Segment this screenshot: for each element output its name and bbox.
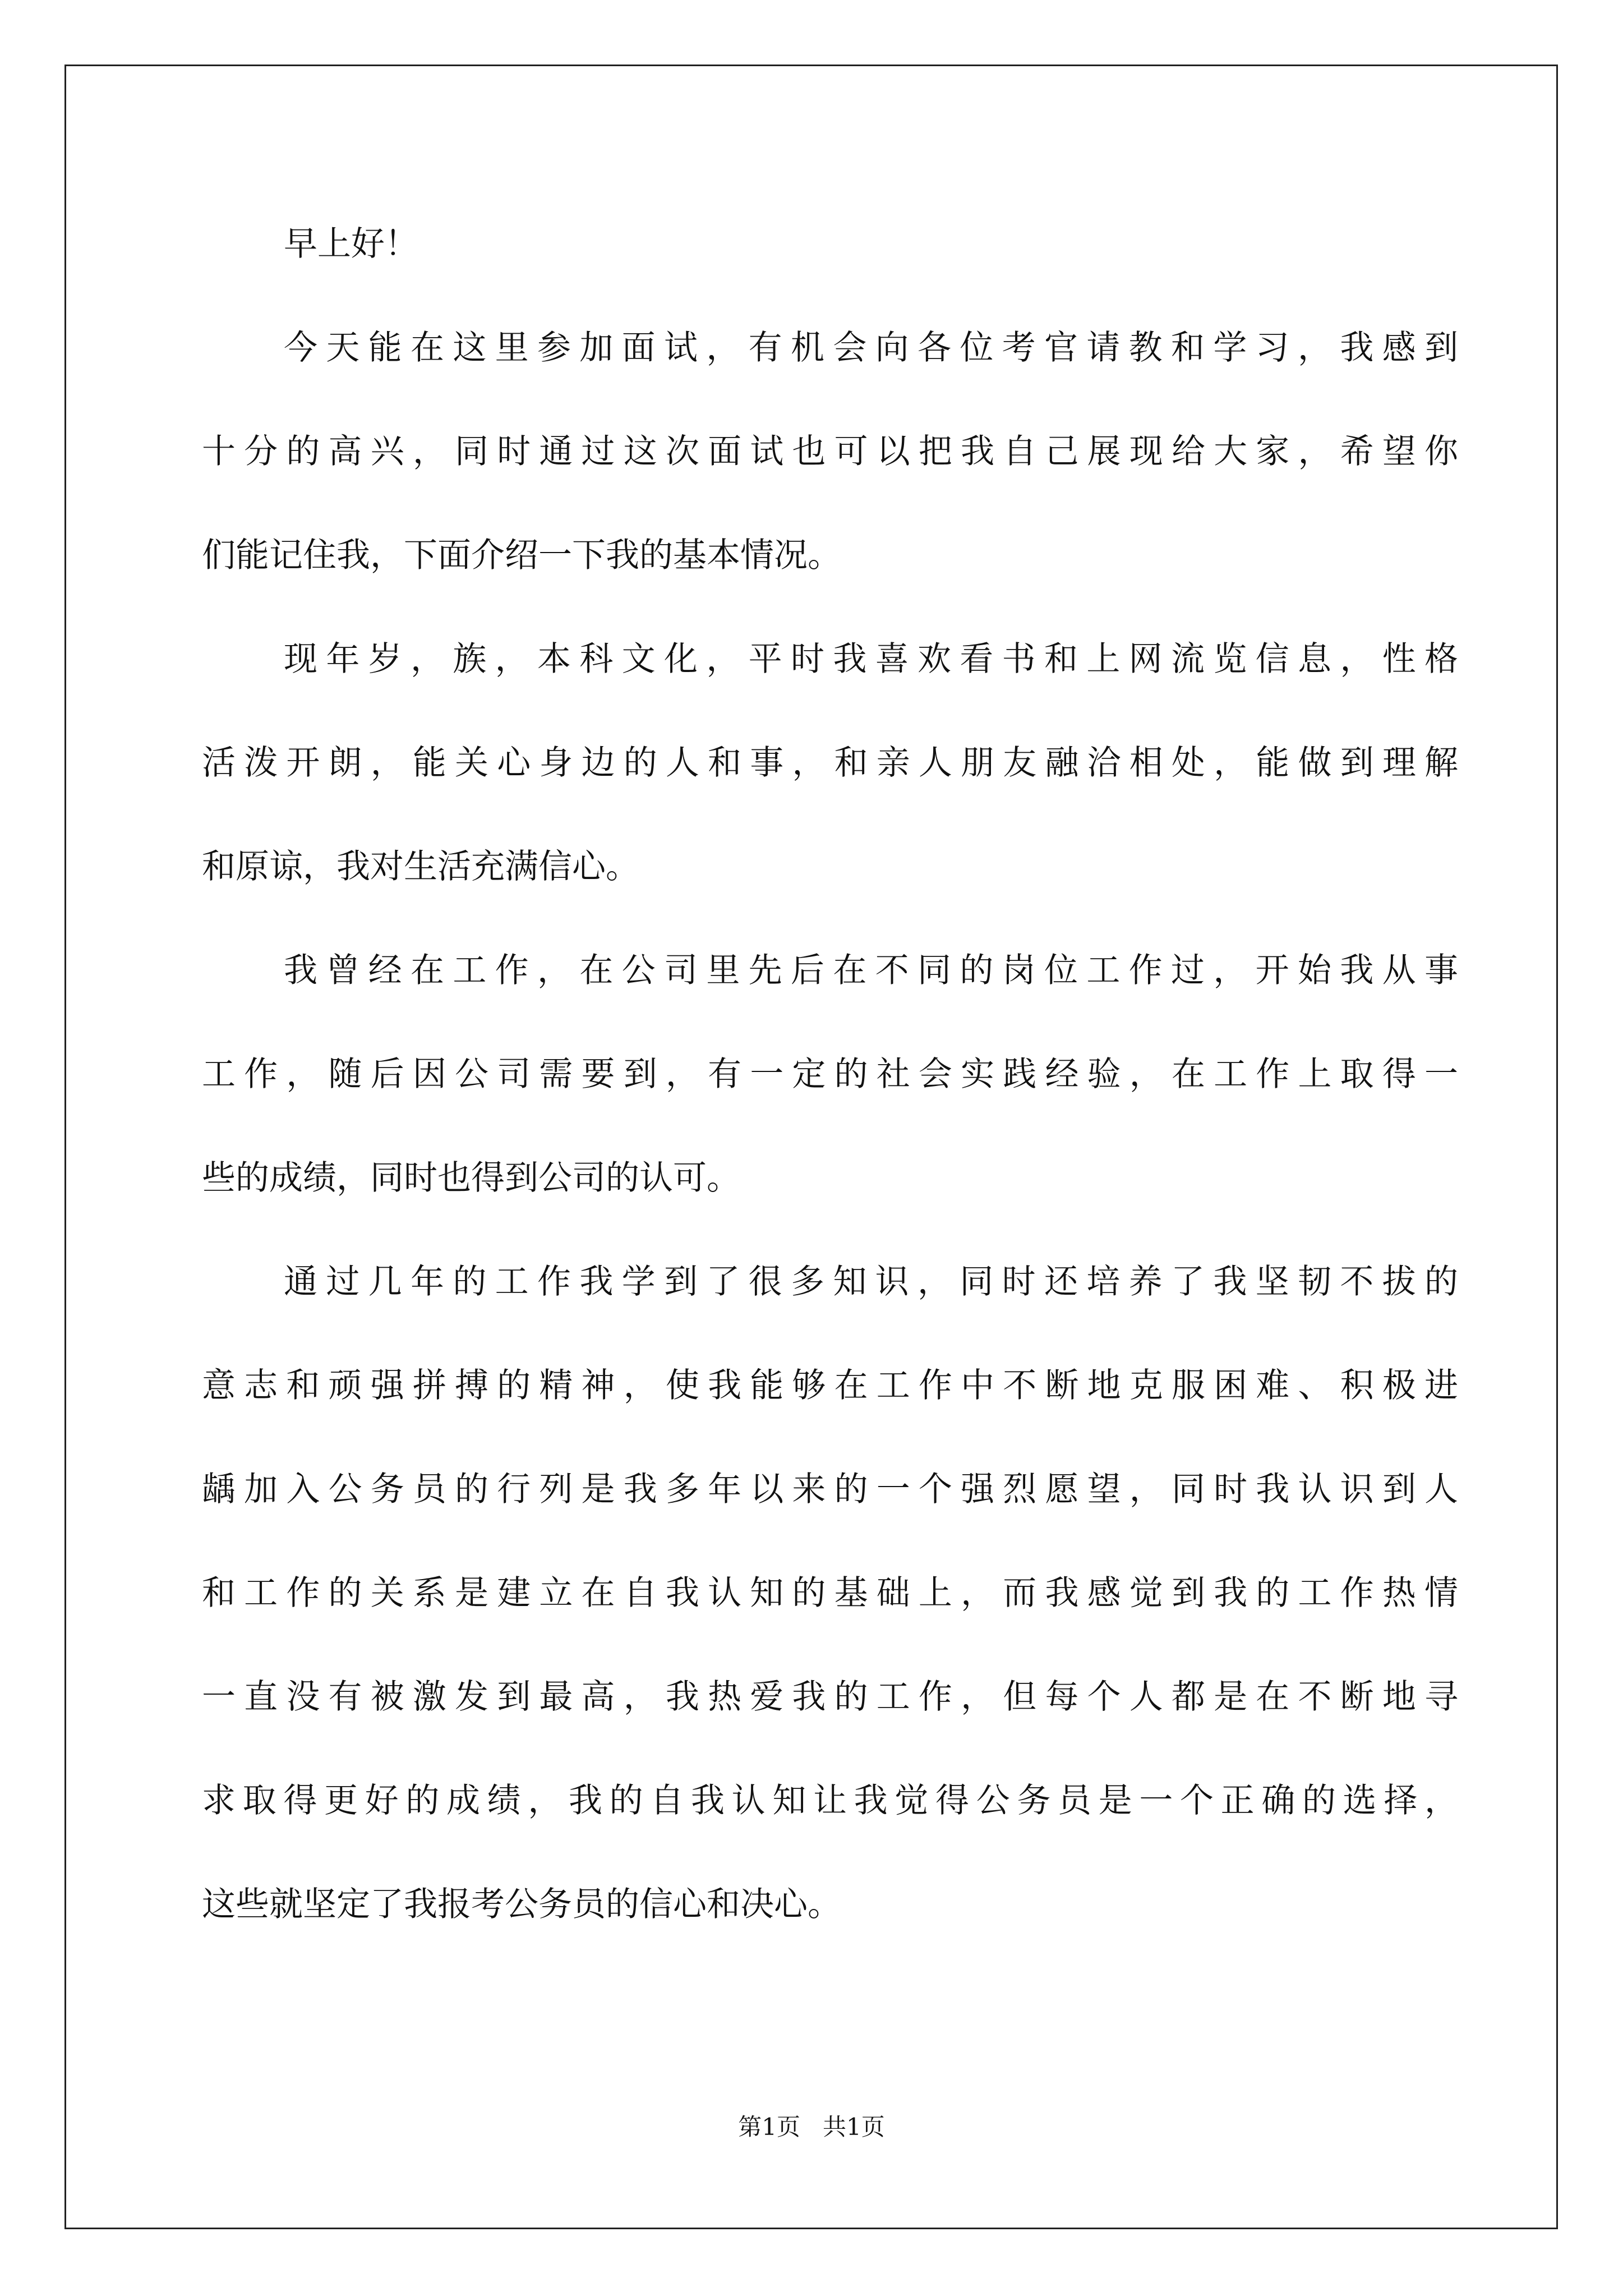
text-line: 现年岁，族，本科文化，平时我喜欢看书和上网流览信息，性格: [284, 639, 1458, 679]
greeting-line: 早上好！: [284, 224, 418, 264]
text-line: 们能记住我，下面介绍一下我的基本情况。: [202, 536, 841, 575]
text-line: 龋加入公务员的行列是我多年以来的一个强烈愿望，同时我认识到人: [202, 1470, 1458, 1509]
text-line: 和工作的关系是建立在自我认知的基础上，而我感觉到我的工作热情: [202, 1573, 1458, 1613]
text-line: 工作，随后因公司需要到，有一定的社会实践经验，在工作上取得一: [202, 1055, 1458, 1094]
text-line: 通过几年的工作我学到了很多知识，同时还培养了我坚韧不拔的: [284, 1262, 1458, 1301]
text-line: 今天能在这里参加面试，有机会向各位考官请教和学习，我感到: [284, 328, 1458, 367]
text-line: 这些就坚定了我报考公务员的信心和决心。: [202, 1885, 841, 1924]
text-line: 和原谅，我对生活充满信心。: [202, 847, 639, 886]
text-line: 一直没有被激发到最高，我热爱我的工作，但每个人都是在不断地寻: [202, 1677, 1458, 1717]
page-number-footer: 第1页 共1页: [738, 2113, 885, 2141]
text-line: 些的成绩，同时也得到公司的认可。: [202, 1158, 740, 1198]
text-line: 我曾经在工作，在公司里先后在不同的岗位工作过，开始我从事: [284, 951, 1458, 990]
text-line: 活泼开朗，能关心身边的人和事，和亲人朋友融洽相处，能做到理解: [202, 743, 1458, 783]
text-line: 求取得更好的成绩，我的自我认知让我觉得公务员是一个正确的选择，: [202, 1781, 1458, 1820]
text-line: 意志和顽强拼搏的精神，使我能够在工作中不断地克服困难、积极进: [202, 1366, 1458, 1405]
text-line: 十分的高兴，同时通过这次面试也可以把我自己展现给大家，希望你: [202, 432, 1458, 471]
